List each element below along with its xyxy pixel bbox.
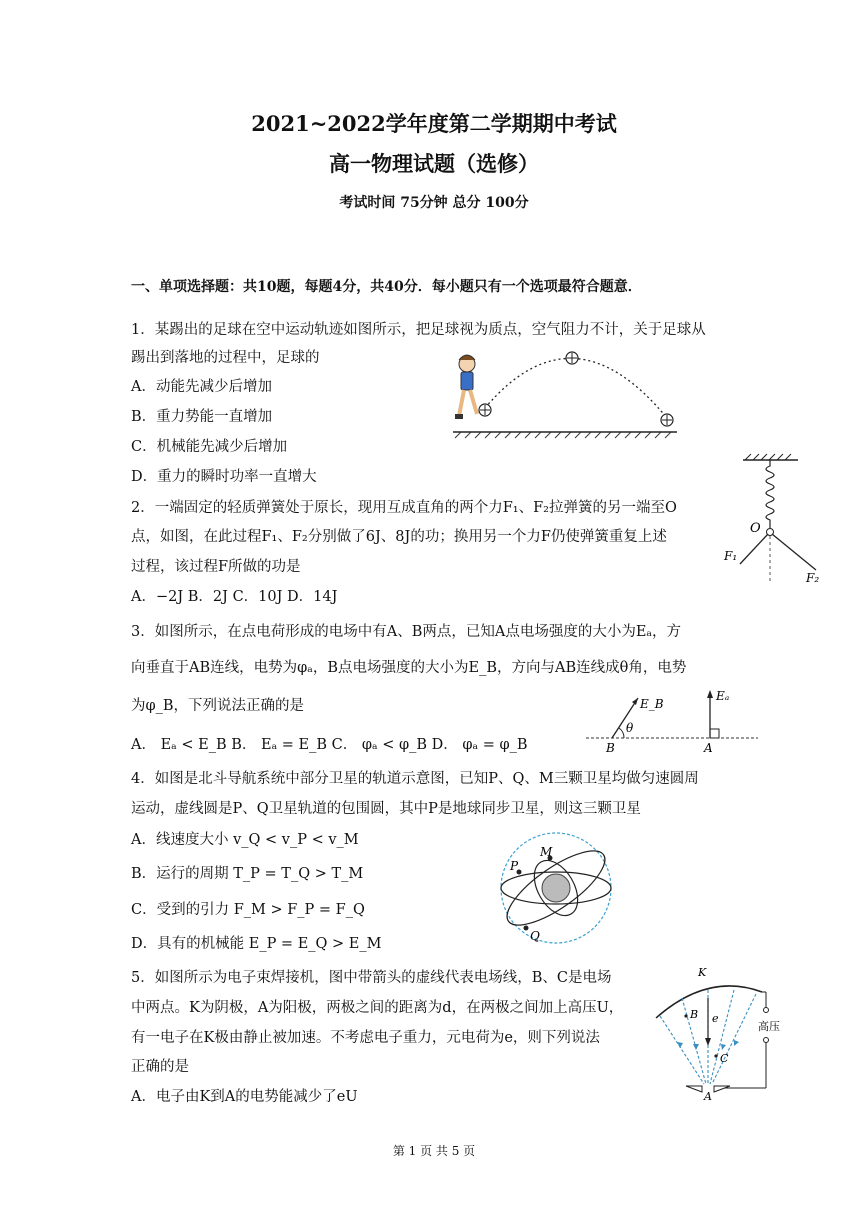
q5-stem-line1: 5．如图所示为电子束焊接机，图中带箭头的虚线代表电场线，B、C是电场 xyxy=(131,970,612,986)
q3-options: A． Eₐ < E_B B． Eₐ = E_B C． φₐ < φ_B D． φₐ = φ_B xyxy=(131,737,528,753)
section-heading: 一、单项选择题：共10题，每题4分，共40分．每小题只有一个选项最符合题意． xyxy=(131,279,642,295)
q5-label-c: C xyxy=(720,1052,729,1065)
q2-label-o: O xyxy=(750,521,761,536)
q1-option-d: D．重力的瞬时功率一直增大 xyxy=(131,469,317,485)
q1-option-a: A．动能先减少后增加 xyxy=(131,379,272,395)
q1-figure xyxy=(445,344,685,444)
q3-stem-line2: 向垂直于AB连线，电势为φₐ，B点电场强度的大小为E_B，方向与AB连线成θ角，电势 xyxy=(131,660,687,676)
exam-subtitle: 高一物理试题（选修） xyxy=(329,151,539,176)
q5-label-high-voltage: 高压 xyxy=(758,1020,780,1033)
q1-stem-line1: 1．某踢出的足球在空中运动轨迹如图所示，把足球视为质点，空气阻力不计，关于足球从 xyxy=(131,322,706,338)
q3-label-a: A xyxy=(704,741,713,754)
q5-stem-line4: 正确的是 xyxy=(131,1059,189,1075)
q4-option-a: A．线速度大小 v_Q < v_P < v_M xyxy=(131,832,359,848)
q5-label-a: A xyxy=(704,1090,712,1100)
q1-option-b: B．重力势能一直增加 xyxy=(131,409,273,425)
q4-label-m: M xyxy=(540,845,553,859)
q4-label-q: Q xyxy=(530,929,540,943)
q4-option-c: C．受到的引力 F_M > F_P = F_Q xyxy=(131,902,365,918)
q1-stem-line2: 踢出到落地的过程中，足球的 xyxy=(131,350,320,366)
q2-label-f1: F₁ xyxy=(724,549,738,563)
q3-label-ea: Eₐ xyxy=(716,689,730,703)
q3-stem-line3: 为φ_B，下列说法正确的是 xyxy=(131,698,305,714)
q5-stem-line2: 中两点。K为阴极，A为阳极，两极之间的距离为d，在两极之间加上高压U， xyxy=(131,1000,624,1016)
q5-figure xyxy=(650,962,790,1100)
q3-label-b: B xyxy=(606,741,615,754)
q2-stem-line2: 点，如图，在此过程F₁、F₂分别做了6J、8J的功；换用另一个力F仍使弹簧重复上述 xyxy=(131,529,667,545)
q5-option-a: A．电子由K到A的电势能减少了eU xyxy=(131,1089,358,1105)
q3-stem-line1: 3．如图所示，在点电荷形成的电场中有A、B两点，已知A点电场强度的大小为Eₐ，方 xyxy=(131,624,681,640)
page-footer: 第 1 页 共 5 页 xyxy=(392,1144,476,1158)
q5-stem-line3: 有一电子在K极由静止被加速。不考虑电子重力，元电荷为e，则下列说法 xyxy=(131,1030,600,1046)
q5-label-e: e xyxy=(712,1012,719,1025)
q4-option-b: B．运行的周期 T_P = T_Q > T_M xyxy=(131,866,364,882)
q4-stem-line1: 4．如图是北斗导航系统中部分卫星的轨道示意图，已知P、Q、M三颗卫星均做匀速圆周 xyxy=(131,771,699,787)
q3-label-eb: E_B xyxy=(640,697,664,711)
q2-figure xyxy=(718,452,828,592)
q5-label-k: K xyxy=(698,966,707,979)
q4-option-d: D．具有的机械能 E_P = E_Q > E_M xyxy=(131,936,382,952)
q4-stem-line2: 运动，虚线圆是P、Q卫星轨道的包围圆，其中P是地球同步卫星，则这三颗卫星 xyxy=(131,801,641,817)
q4-label-p: P xyxy=(510,859,519,873)
q5-label-b: B xyxy=(690,1008,699,1021)
q3-figure xyxy=(582,682,762,754)
q3-label-theta: θ xyxy=(626,721,634,735)
q2-stem-line1: 2．一端固定的轻质弹簧处于原长，现用互成直角的两个力F₁、F₂拉弹簧的另一端至O xyxy=(131,500,677,516)
q4-figure xyxy=(488,830,628,950)
q1-option-c: C．机械能先减少后增加 xyxy=(131,439,288,455)
exam-title: 2021~2022学年度第二学期期中考试 xyxy=(251,111,617,136)
q2-options: A．−2J B．2J C．10J D．14J xyxy=(131,589,338,605)
exam-info: 考试时间 75分钟 总分 100分 xyxy=(339,195,529,211)
q2-stem-line3: 过程，该过程F所做的功是 xyxy=(131,559,301,575)
q2-label-f2: F₂ xyxy=(806,571,820,585)
